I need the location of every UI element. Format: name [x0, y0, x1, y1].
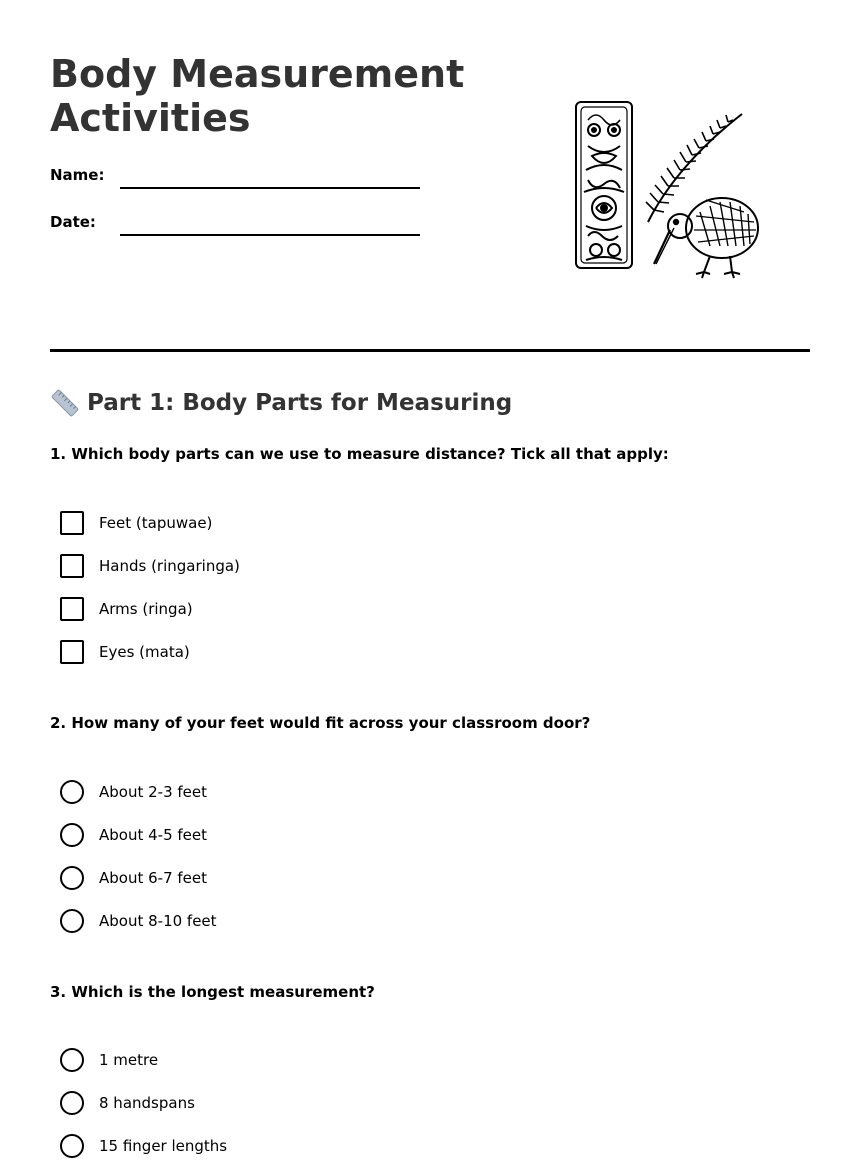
checkbox[interactable] [60, 511, 84, 535]
radio-button[interactable] [60, 866, 84, 890]
radio-button[interactable] [60, 1091, 84, 1115]
carved-pou-icon [576, 102, 632, 268]
kiwi-bird-icon [654, 198, 758, 278]
radio-button[interactable] [60, 823, 84, 847]
option-q2-c[interactable] [60, 865, 207, 891]
date-field[interactable] [120, 234, 420, 236]
option-label: About 8-10 feet [99, 912, 217, 930]
option-q1-feet[interactable] [60, 510, 212, 536]
section-heading-text: Part 1: Body Parts for Measuring [87, 390, 513, 416]
option-label: 1 metre [99, 1051, 159, 1069]
question-3: 3. Which is the longest measurement? [50, 983, 375, 1001]
page-title-line-2: Activities [50, 96, 251, 140]
silver-fern-icon [646, 114, 742, 222]
checkbox[interactable] [60, 554, 84, 578]
radio-button[interactable] [60, 1048, 84, 1072]
option-q1-arms[interactable] [60, 596, 193, 622]
option-q3-c[interactable] [60, 1133, 227, 1159]
name-field[interactable] [120, 187, 420, 189]
header-divider [50, 349, 810, 352]
page-title-line-1: Body Measurement [50, 52, 465, 96]
question-1: 1. Which body parts can we use to measure distance? Tick all that apply: [50, 445, 669, 463]
option-label: About 6-7 feet [99, 869, 208, 887]
section-heading-part-1 [50, 388, 512, 418]
option-label: 8 handspans [99, 1094, 195, 1112]
option-q3-b[interactable] [60, 1090, 195, 1116]
option-q2-b[interactable] [60, 822, 207, 848]
radio-button[interactable] [60, 1134, 84, 1158]
option-q1-eyes[interactable] [60, 639, 190, 665]
radio-button[interactable] [60, 909, 84, 933]
name-label: Name: [50, 166, 105, 184]
option-label: Hands (ringaringa) [99, 557, 240, 575]
option-q1-hands[interactable] [60, 553, 240, 579]
checkbox[interactable] [60, 640, 84, 664]
question-2: 2. How many of your feet would fit across your classroom door? [50, 714, 591, 732]
option-label: Eyes (mata) [99, 643, 190, 661]
option-label: Arms (ringa) [99, 600, 193, 618]
ruler-icon [50, 388, 80, 418]
option-label: About 4-5 feet [99, 826, 208, 844]
maori-illustration [570, 96, 770, 280]
radio-button[interactable] [60, 780, 84, 804]
option-q2-a[interactable] [60, 779, 207, 805]
option-label: 15 finger lengths [99, 1137, 228, 1155]
option-q2-d[interactable] [60, 908, 217, 934]
date-label: Date: [50, 213, 96, 231]
option-q3-a[interactable] [60, 1047, 158, 1073]
option-label: About 2-3 feet [99, 783, 208, 801]
checkbox[interactable] [60, 597, 84, 621]
option-label: Feet (tapuwae) [99, 514, 213, 532]
page-title [50, 52, 464, 140]
